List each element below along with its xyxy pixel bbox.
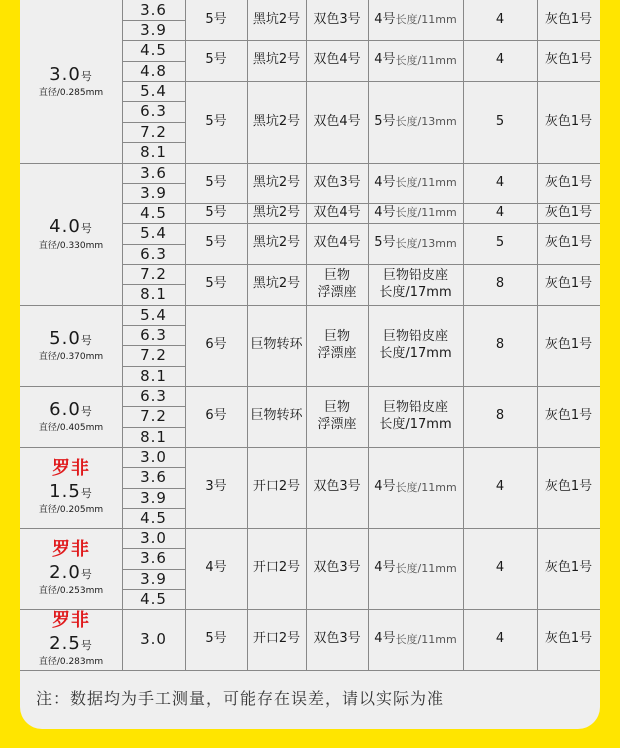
hook-size-cell <box>185 447 247 528</box>
line-size-label <box>20 305 122 386</box>
category-label: 罗非 <box>52 610 90 632</box>
float-seat: 双色3号 <box>313 174 361 190</box>
lead-seat-cell <box>368 609 463 670</box>
size-cell <box>122 61 185 81</box>
quantity-cell <box>463 0 537 40</box>
swivel-cell <box>247 0 306 40</box>
line-number-unit: 号 <box>80 486 93 500</box>
line-number-unit: 号 <box>80 638 93 652</box>
color-spec: 灰色1号 <box>544 11 593 27</box>
quantity: 4 <box>495 174 505 190</box>
float-seat-cell <box>306 305 368 386</box>
hook-size: 3号 <box>205 479 227 495</box>
line-number-value: 2.5 <box>49 632 81 654</box>
line-size-label <box>20 163 122 305</box>
size-cell <box>122 548 185 569</box>
swivel-cell <box>247 163 306 203</box>
lead-seat-cell <box>368 305 463 386</box>
color-spec: 灰色1号 <box>544 337 593 353</box>
lead-seat-size: 4号 <box>374 479 396 495</box>
quantity-cell <box>463 203 537 223</box>
float-seat-cell <box>306 386 368 447</box>
swivel: 黑坑2号 <box>252 11 301 27</box>
line-number <box>49 562 93 585</box>
color-spec: 灰色1号 <box>544 174 593 190</box>
lead-seat-length: 长度/11mm <box>395 176 457 190</box>
lead-seat-size: 4号 <box>374 560 396 576</box>
size-cell <box>122 366 185 386</box>
footnote: 注：数据均为手工测量，可能存在误差，请以实际为准 <box>36 689 445 708</box>
color-cell <box>537 40 600 81</box>
hook-size: 4号 <box>205 560 227 576</box>
swivel: 开口2号 <box>252 479 301 495</box>
line-number-unit: 号 <box>80 404 93 418</box>
line-number-value: 5.0 <box>49 327 81 349</box>
float-seat-line2: 浮漂座 <box>317 284 357 300</box>
float-seat-line1: 巨物 <box>323 329 350 345</box>
line-diameter: 直径/0.370mm <box>38 352 104 363</box>
lead-seat-cell <box>368 40 463 81</box>
float-seat-cell <box>306 447 368 528</box>
size-value: 3.6 <box>140 0 167 19</box>
lead-seat-length: 长度/11mm <box>395 206 457 220</box>
lead-seat-length: 长度/11mm <box>395 561 457 575</box>
float-seat-cell <box>306 0 368 40</box>
swivel-cell <box>247 305 306 386</box>
size-value: 4.5 <box>140 589 167 608</box>
line-diameter: 直径/0.283mm <box>38 657 104 668</box>
color-cell <box>537 81 600 163</box>
size-value: 3.6 <box>140 549 167 568</box>
size-value: 6.3 <box>140 386 167 405</box>
swivel-cell <box>247 386 306 447</box>
hook-size-cell <box>185 528 247 609</box>
size-value: 3.9 <box>140 183 167 202</box>
float-seat-line1: 巨物 <box>323 268 350 284</box>
lead-seat-line2: 长度/17mm <box>379 284 452 300</box>
hook-size-cell <box>185 223 247 264</box>
size-cell <box>122 81 185 101</box>
size-value: 4.5 <box>140 508 167 527</box>
float-seat-cell <box>306 609 368 670</box>
group-divider <box>20 670 600 671</box>
float-seat: 双色4号 <box>313 235 361 251</box>
float-seat-cell <box>306 40 368 81</box>
quantity-cell <box>463 528 537 609</box>
color-cell <box>537 163 600 203</box>
float-seat: 双色4号 <box>313 52 361 68</box>
line-size-label <box>20 447 122 528</box>
size-value: 3.0 <box>140 528 167 547</box>
quantity-cell <box>463 305 537 386</box>
color-cell <box>537 447 600 528</box>
size-value: 7.2 <box>140 346 167 365</box>
swivel-cell <box>247 223 306 264</box>
line-diameter: 直径/0.285mm <box>38 88 104 99</box>
lead-seat-length: 长度/11mm <box>395 632 457 646</box>
quantity: 5 <box>495 235 505 251</box>
lead-seat-size: 4号 <box>374 52 396 68</box>
swivel: 巨物转环 <box>250 337 303 353</box>
size-value: 4.8 <box>140 61 167 80</box>
lead-seat-line1: 巨物铅皮座 <box>382 329 448 345</box>
lead-seat-length: 长度/13mm <box>395 115 457 129</box>
line-number <box>49 64 93 87</box>
size-value: 4.5 <box>140 41 167 60</box>
line-number <box>49 399 93 422</box>
line-number <box>49 633 93 656</box>
size-value: 5.4 <box>140 224 167 243</box>
size-cell <box>122 609 185 670</box>
quantity-cell <box>463 223 537 264</box>
hook-size: 5号 <box>205 204 227 220</box>
float-seat-cell <box>306 81 368 163</box>
lead-seat-line2: 长度/17mm <box>379 345 452 361</box>
size-cell <box>122 406 185 427</box>
size-cell <box>122 386 185 406</box>
quantity: 4 <box>495 11 505 27</box>
line-diameter: 直径/0.405mm <box>38 423 104 434</box>
line-number-unit: 号 <box>80 567 93 581</box>
quantity-cell <box>463 40 537 81</box>
line-size-label <box>20 609 122 670</box>
color-spec: 灰色1号 <box>544 235 593 251</box>
swivel-cell <box>247 81 306 163</box>
hook-size-cell <box>185 40 247 81</box>
line-number-unit: 号 <box>80 222 93 236</box>
line-diameter: 直径/0.330mm <box>38 240 104 251</box>
size-cell <box>122 589 185 609</box>
hook-size-cell <box>185 203 247 223</box>
lead-seat-cell <box>368 223 463 264</box>
quantity-cell <box>463 447 537 528</box>
lead-seat-cell <box>368 81 463 163</box>
hook-size-cell <box>185 386 247 447</box>
hook-size: 6号 <box>205 337 227 353</box>
lead-seat-size: 4号 <box>374 204 396 220</box>
float-seat: 双色3号 <box>313 11 361 27</box>
hook-size: 5号 <box>205 174 227 190</box>
size-value: 5.4 <box>140 81 167 100</box>
hook-size-cell <box>185 163 247 203</box>
size-value: 8.1 <box>140 366 167 385</box>
lead-seat-size: 5号 <box>374 113 396 129</box>
swivel: 开口2号 <box>252 560 301 576</box>
category-label: 罗非 <box>52 458 90 480</box>
line-number-unit: 号 <box>80 333 93 347</box>
line-number <box>49 216 93 239</box>
color-cell <box>537 386 600 447</box>
color-spec: 灰色1号 <box>544 631 593 647</box>
hook-size: 5号 <box>205 113 227 129</box>
float-seat-cell <box>306 528 368 609</box>
color-cell <box>537 528 600 609</box>
float-seat-cell <box>306 203 368 223</box>
quantity-cell <box>463 386 537 447</box>
swivel-cell <box>247 609 306 670</box>
size-cell <box>122 325 185 345</box>
quantity: 8 <box>495 408 505 424</box>
size-cell <box>122 528 185 548</box>
size-cell <box>122 345 185 366</box>
swivel: 黑坑2号 <box>252 113 301 129</box>
lead-seat-cell <box>368 528 463 609</box>
swivel-cell <box>247 528 306 609</box>
size-value: 8.1 <box>140 285 167 304</box>
size-value: 8.1 <box>140 143 167 162</box>
color-spec: 灰色1号 <box>544 479 593 495</box>
hook-size-cell <box>185 264 247 305</box>
size-cell <box>122 20 185 40</box>
lead-seat-line1: 巨物铅皮座 <box>382 268 448 284</box>
float-seat: 双色4号 <box>313 204 361 220</box>
size-cell <box>122 305 185 325</box>
line-number-value: 2.0 <box>49 561 81 583</box>
size-value: 3.6 <box>140 163 167 182</box>
color-cell <box>537 305 600 386</box>
size-cell <box>122 569 185 589</box>
quantity: 4 <box>495 52 505 68</box>
hook-size: 5号 <box>205 52 227 68</box>
swivel-cell <box>247 447 306 528</box>
color-spec: 灰色1号 <box>544 276 593 292</box>
size-cell <box>122 284 185 305</box>
lead-seat-length: 长度/11mm <box>395 13 457 27</box>
lead-seat-cell <box>368 163 463 203</box>
size-value: 8.1 <box>140 427 167 446</box>
size-value: 6.3 <box>140 102 167 121</box>
quantity: 8 <box>495 276 505 292</box>
float-seat: 双色3号 <box>313 560 361 576</box>
lead-seat-length: 长度/11mm <box>395 480 457 494</box>
spec-table <box>20 0 600 670</box>
size-cell <box>122 142 185 163</box>
lead-seat-line2: 长度/17mm <box>379 416 452 432</box>
line-diameter: 直径/0.205mm <box>38 505 104 516</box>
quantity: 4 <box>495 631 505 647</box>
quantity: 4 <box>495 204 505 220</box>
size-cell <box>122 0 185 20</box>
size-cell <box>122 183 185 203</box>
size-cell <box>122 163 185 183</box>
quantity-cell <box>463 609 537 670</box>
line-number-value: 3.0 <box>49 63 81 85</box>
line-size-label <box>20 0 122 163</box>
size-cell <box>122 223 185 244</box>
color-spec: 灰色1号 <box>544 113 593 129</box>
size-cell <box>122 264 185 284</box>
size-value: 3.6 <box>140 468 167 487</box>
swivel: 开口2号 <box>252 631 301 647</box>
swivel: 巨物转环 <box>250 408 303 424</box>
size-value: 3.9 <box>140 20 167 39</box>
color-cell <box>537 609 600 670</box>
hook-size: 5号 <box>205 631 227 647</box>
quantity-cell <box>463 163 537 203</box>
hook-size: 5号 <box>205 276 227 292</box>
color-spec: 灰色1号 <box>544 204 593 220</box>
line-number-value: 1.5 <box>49 480 81 502</box>
hook-size-cell <box>185 305 247 386</box>
float-seat: 双色3号 <box>313 479 361 495</box>
float-seat: 双色4号 <box>313 113 361 129</box>
color-spec: 灰色1号 <box>544 52 593 68</box>
size-value: 4.5 <box>140 203 167 222</box>
size-value: 6.3 <box>140 244 167 263</box>
size-cell <box>122 101 185 122</box>
swivel: 黑坑2号 <box>252 235 301 251</box>
size-cell <box>122 203 185 223</box>
lead-seat-cell <box>368 386 463 447</box>
swivel: 黑坑2号 <box>252 276 301 292</box>
color-cell <box>537 264 600 305</box>
color-cell <box>537 0 600 40</box>
size-value: 3.0 <box>140 447 167 466</box>
float-seat-line2: 浮漂座 <box>317 416 357 432</box>
line-number <box>49 328 93 351</box>
swivel: 黑坑2号 <box>252 204 301 220</box>
lead-seat-cell <box>368 447 463 528</box>
line-number <box>49 481 93 504</box>
size-cell <box>122 427 185 447</box>
lead-seat-cell <box>368 264 463 305</box>
lead-seat-line1: 巨物铅皮座 <box>382 400 448 416</box>
swivel-cell <box>247 264 306 305</box>
float-seat-cell <box>306 223 368 264</box>
quantity: 4 <box>495 560 505 576</box>
line-number-value: 4.0 <box>49 216 81 238</box>
size-cell <box>122 244 185 264</box>
line-diameter: 直径/0.253mm <box>38 586 104 597</box>
line-number-value: 6.0 <box>49 398 81 420</box>
lead-seat-size: 4号 <box>374 11 396 27</box>
lead-seat-length: 长度/11mm <box>395 53 457 67</box>
swivel: 黑坑2号 <box>252 52 301 68</box>
size-value: 3.9 <box>140 569 167 588</box>
size-value: 7.2 <box>140 122 167 141</box>
category-label: 罗非 <box>52 539 90 561</box>
hook-size: 6号 <box>205 408 227 424</box>
size-cell <box>122 122 185 142</box>
float-seat-line1: 巨物 <box>323 400 350 416</box>
lead-seat-cell <box>368 203 463 223</box>
hook-size-cell <box>185 0 247 40</box>
hook-size: 5号 <box>205 11 227 27</box>
line-number-unit: 号 <box>80 69 93 83</box>
quantity: 5 <box>495 113 505 129</box>
size-cell <box>122 488 185 508</box>
color-cell <box>537 223 600 264</box>
swivel: 黑坑2号 <box>252 174 301 190</box>
color-cell <box>537 203 600 223</box>
swivel-cell <box>247 203 306 223</box>
float-seat: 双色3号 <box>313 631 361 647</box>
line-size-label <box>20 528 122 609</box>
float-seat-line2: 浮漂座 <box>317 345 357 361</box>
size-value: 3.9 <box>140 488 167 507</box>
hook-size: 5号 <box>205 235 227 251</box>
spec-table-card <box>20 0 600 729</box>
color-spec: 灰色1号 <box>544 408 593 424</box>
size-cell <box>122 447 185 467</box>
lead-seat-size: 4号 <box>374 631 396 647</box>
float-seat-cell <box>306 163 368 203</box>
size-value: 5.4 <box>140 305 167 324</box>
hook-size-cell <box>185 609 247 670</box>
size-value: 6.3 <box>140 325 167 344</box>
quantity: 8 <box>495 337 505 353</box>
quantity-cell <box>463 264 537 305</box>
color-spec: 灰色1号 <box>544 560 593 576</box>
size-cell <box>122 467 185 488</box>
quantity-cell <box>463 81 537 163</box>
size-value: 3.0 <box>140 630 167 649</box>
swivel-cell <box>247 40 306 81</box>
size-value: 7.2 <box>140 407 167 426</box>
size-value: 7.2 <box>140 264 167 283</box>
hook-size-cell <box>185 81 247 163</box>
size-cell <box>122 508 185 528</box>
lead-seat-size: 5号 <box>374 235 396 251</box>
float-seat-cell <box>306 264 368 305</box>
quantity: 4 <box>495 479 505 495</box>
size-cell <box>122 40 185 61</box>
lead-seat-length: 长度/13mm <box>395 236 457 250</box>
lead-seat-cell <box>368 0 463 40</box>
line-size-label <box>20 386 122 447</box>
lead-seat-size: 4号 <box>374 174 396 190</box>
